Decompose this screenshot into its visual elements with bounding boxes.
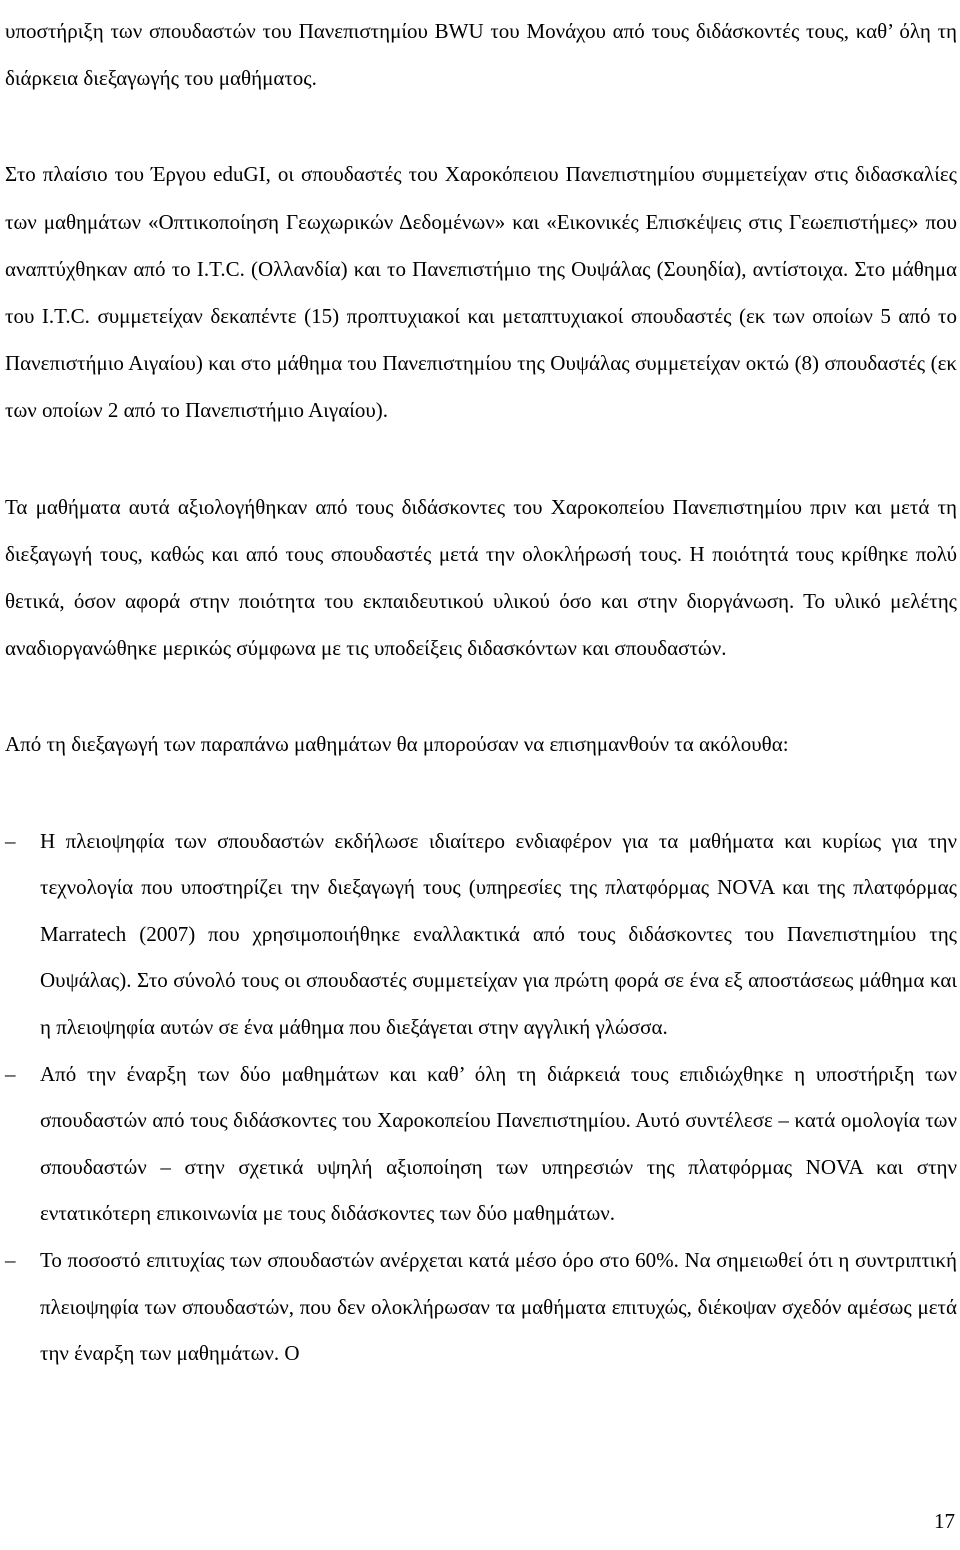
paragraph-1: υποστήριξη των σπουδαστών του Πανεπιστημίου BWU του Μονάχου από τους διδάσκοντές τους, καθ’ όλη τη διάρκεια διεξαγωγής του μαθήματος. [5,19,957,91]
dash-bullet-icon: – [5,1061,16,1086]
dash-bullet-icon: – [5,1247,16,1272]
document-page [5,0,957,1377]
list-item-text: Από την έναρξη των δύο μαθημάτων και καθ’ όλη τη διάρκειά τους επιδιώχθηκε η υποστήριξη των σπουδαστών από τους διδάσκοντες του Χαροκοπείου Πανεπιστημίου. Αυτό συντέλεσε – κατά ομολογία των σπουδαστών – στην σχετικά υψηλή αξιοποίηση των υπηρεσιών της πλατφόρμας NOVA και στην εντατικότερη επικοινωνία με τους διδάσκοντες των δύο μαθημάτων. [40,1061,957,1226]
paragraph-4: Από τη διεξαγωγή των παραπάνω μαθημάτων θα μπορούσαν να επισημανθούν τα ακόλουθα: [5,732,789,757]
list-item [5,1051,957,1237]
list-item [5,818,957,1051]
paragraph-2: Στο πλαίσιο του Έργου eduGI, οι σπουδαστές του Χαροκόπειου Πανεπιστημίου συμμετείχαν στις διδασκαλίες των μαθημάτων «Οπτικοποίηση Γεωχωρικών Δεδομένων» και «Εικονικές Επισκέψεις στις Γεωεπιστήμες» που αναπτύχθηκαν από το I.T.C. (Ολλανδία) και το Πανεπιστήμιο της Ουψάλας (Σουηδία), αντίστοιχα. Στο μάθημα του I.T.C. συμμετείχαν δεκαπέντε (15) προπτυχιακοί και μεταπτυχιακοί σπουδαστές (εκ των οποίων 5 από το Πανεπιστήμιο Αιγαίου) και στο μάθημα του Πανεπιστημίου της Ουψάλας συμμετείχαν οκτώ (8) σπουδαστές (εκ των οποίων 2 από το Πανεπιστήμιο Αιγαίου). [5,162,957,423]
dash-bullet-icon: – [5,828,16,853]
list-item [5,1237,957,1377]
page-number: 17 [934,1509,955,1533]
list-item-text: Το ποσοστό επιτυχίας των σπουδαστών ανέρχεται κατά μέσο όρο στο 60%. Να σημειωθεί ότι η συντριπτική πλειοψηφία των σπουδαστών, που δεν ολοκλήρωσαν τα μαθήματα επιτυχώς, διέκοψαν σχεδόν αμέσως μετά την έναρξη των μαθημάτων. Ο [40,1247,957,1366]
bullet-list [5,818,957,1377]
paragraph-3: Τα μαθήματα αυτά αξιολογήθηκαν από τους διδάσκοντες του Χαροκοπείου Πανεπιστημίου πριν και μετά τη διεξαγωγή τους, καθώς και από τους σπουδαστές μετά την ολοκλήρωσή τους. Η ποιότητά τους κρίθηκε πολύ θετικά, όσον αφορά στην ποιότητα του εκπαιδευτικού υλικού όσο και στην διοργάνωση. Το υλικό μελέτης αναδιοργανώθηκε μερικώς σύμφωνα με τις υποδείξεις διδασκόντων και σπουδαστών. [5,494,957,661]
list-item-text: Η πλειοψηφία των σπουδαστών εκδήλωσε ιδιαίτερο ενδιαφέρον για τα μαθήματα και κυρίως για την τεχνολογία που υποστηρίζει την διεξαγωγή τους (υπηρεσίες της πλατφόρμας NOVA και της πλατφόρμας Marratech (2007) που χρησιμοποιήθηκε εναλλακτικά από τους διδάσκοντες του Πανεπιστημίου της Ουψάλας). Στο σύνολό τους οι σπουδαστές συμμετείχαν για πρώτη φορά σε ένα εξ αποστάσεως μάθημα και η πλειοψηφία αυτών σε ένα μάθημα που διεξάγεται στην αγγλική γλώσσα. [40,828,957,1040]
